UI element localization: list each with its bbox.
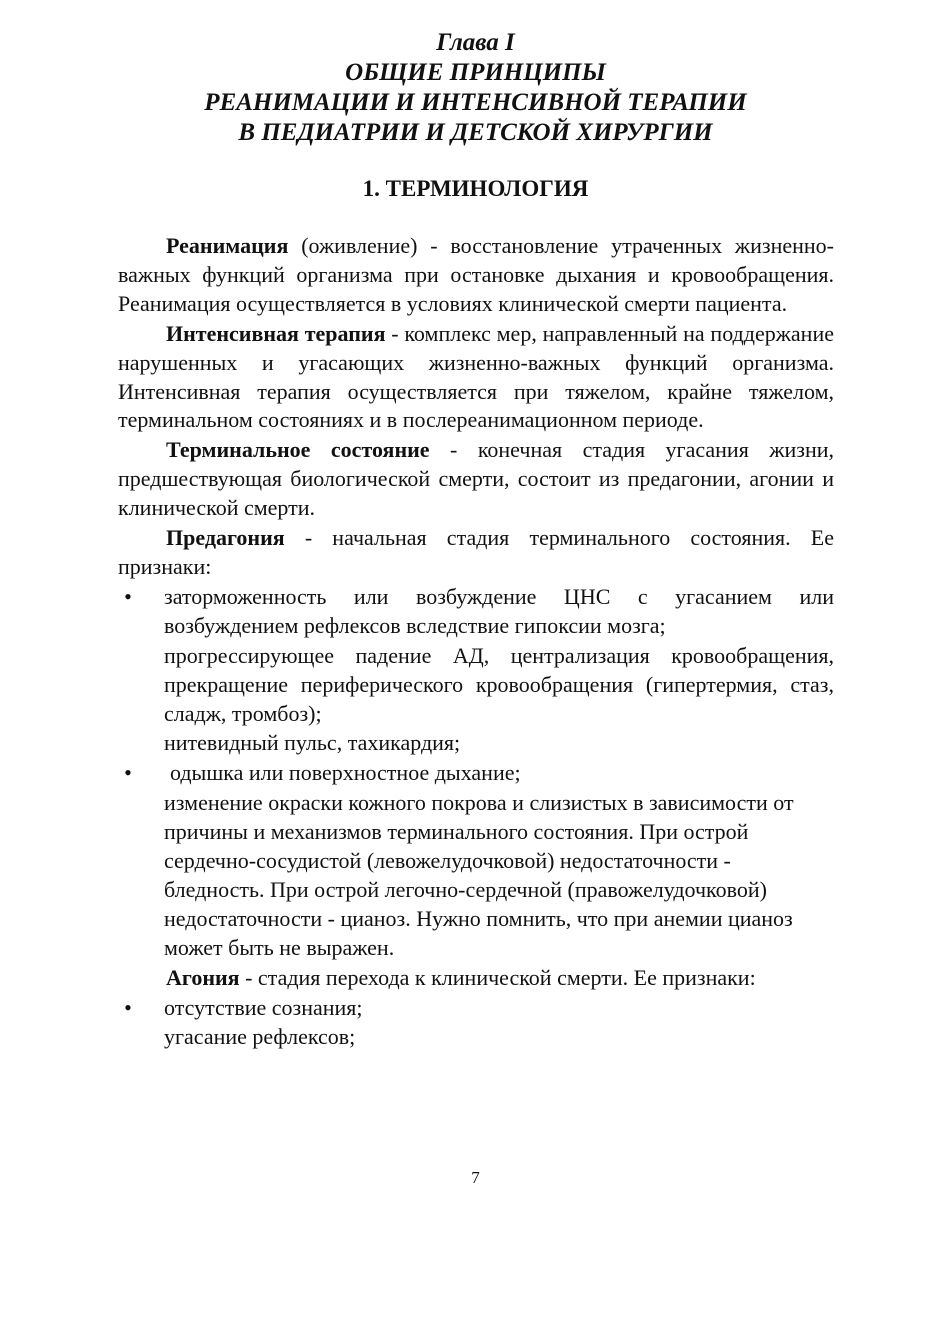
definition-agony: - стадия перехода к клинической смерти. Ее признаки:	[239, 964, 756, 990]
chapter-heading	[0, 28, 951, 148]
list-item	[118, 1023, 834, 1052]
page-number: 7	[471, 1168, 480, 1187]
chapter-label: Глава I	[436, 29, 515, 56]
term-agony: Агония	[166, 964, 240, 990]
bullet-icon: •	[124, 583, 132, 609]
list-item-text: одышка или поверхностное дыхание;	[170, 760, 521, 786]
paragraph-agony	[118, 964, 834, 993]
preagony-signs-list	[118, 583, 834, 963]
definition-reanimation: (оживление) - восстановление утраченных жизненно-важных функций организма при остановке дыхания и кровообращения. Реанимация осуществляется в условиях клинической смерти пациента.	[118, 233, 834, 316]
paragraph-reanimation	[118, 232, 834, 319]
list-item-text: изменение окраски кожного покрова и слизистых в зависимости от причины и механизмов терминального состояния. При острой сердечно-сосудистой (левожелудочковой) недостаточности - бледность. При острой легочно-сердечной (правожелудочковой) недостаточности - цианоз. Нужно помнить, что при анемии цианоз может быть не выражен.	[164, 790, 794, 960]
bullet-icon: •	[124, 760, 132, 786]
paragraph-terminal-state	[118, 436, 834, 523]
list-item	[118, 583, 834, 641]
chapter-title-line-1: ОБЩИЕ ПРИНЦИПЫ	[345, 59, 606, 86]
list-item	[118, 642, 834, 729]
definition-terminal-state: - конечная стадия угасания жизни, предшествующая биологической смерти, состоит из предагонии, агонии и клинической смерти.	[118, 437, 834, 521]
list-item-text: заторможенность или возбуждение ЦНС с угасанием или возбуждением рефлексов вследствие гипоксии мозга;	[164, 583, 834, 638]
term-preagony: Предагония	[166, 525, 285, 551]
list-item-text: прогрессирующее падение АД, централизация кровообращения, прекращение периферического кровообращения (гипертермия, стаз, сладж, тромбоз);	[164, 642, 834, 726]
list-item-text: отсутствие сознания;	[164, 994, 363, 1020]
list-item	[118, 729, 834, 758]
bullet-icon: •	[124, 994, 132, 1020]
definition-intensive-therapy: - комплекс мер, направленный на поддержание нарушенных и угасающих жизненно-важных функций организма. Интенсивная терапия осуществляется при тяжелом, крайне тяжелом, терминальном состояниях и в послереанимационном периоде.	[118, 320, 834, 433]
list-item	[118, 759, 834, 788]
list-item-text: нитевидный пульс, тахикардия;	[164, 730, 461, 756]
definition-preagony: - начальная стадия терминального состояния. Ее признаки:	[118, 525, 834, 579]
agony-signs-list	[118, 994, 834, 1053]
term-reanimation: Реанимация	[166, 233, 289, 258]
paragraph-intensive-therapy	[118, 320, 834, 436]
body-text	[118, 232, 834, 1053]
section-title: 1. ТЕРМИНОЛОГИЯ	[362, 176, 589, 201]
list-item	[118, 994, 834, 1023]
term-intensive-therapy: Интенсивная терапия	[166, 320, 386, 346]
chapter-title-line-3: В ПЕДИАТРИИ И ДЕТСКОЙ ХИРУРГИИ	[238, 119, 713, 146]
chapter-title-line-2: РЕАНИМАЦИИ И ИНТЕНСИВНОЙ ТЕРАПИИ	[204, 89, 747, 116]
paragraph-preagony	[118, 524, 834, 582]
term-terminal-state: Терминальное состояние	[166, 437, 430, 463]
list-item	[118, 789, 834, 962]
list-item-text: угасание рефлексов;	[164, 1024, 356, 1050]
